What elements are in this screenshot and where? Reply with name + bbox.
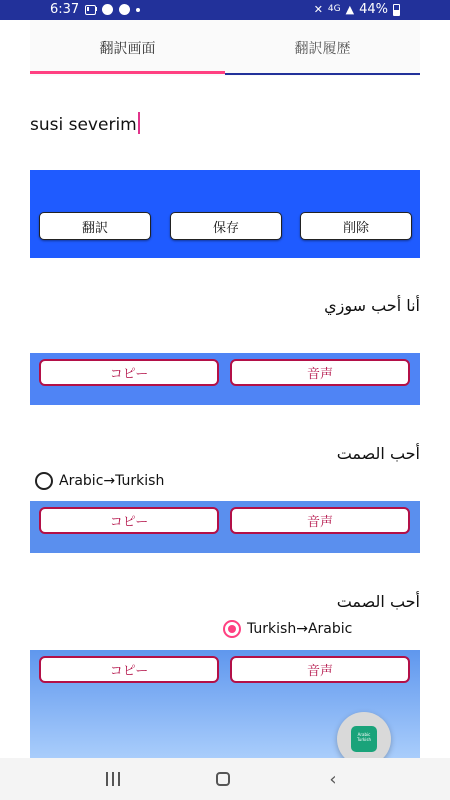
home-button[interactable] xyxy=(208,768,238,790)
text-caret xyxy=(138,112,140,134)
vpn-icon xyxy=(119,4,130,15)
result-text-3: أحب الصمت xyxy=(336,592,420,611)
radio-label: Arabic→Turkish xyxy=(59,473,165,489)
back-button[interactable] xyxy=(318,768,348,790)
tab-indicator xyxy=(30,71,225,74)
action-buttons xyxy=(39,212,411,240)
status-bar xyxy=(0,0,450,20)
radio-turkish-arabic[interactable] xyxy=(223,620,352,638)
fab-line-1: Arabic xyxy=(357,732,371,737)
voice-button-1[interactable]: 音声 xyxy=(230,359,410,386)
radio-unchecked-icon xyxy=(35,472,53,490)
tab-translate[interactable]: 翻訳画面 xyxy=(99,41,156,57)
battery-icon xyxy=(393,4,400,16)
recents-button[interactable] xyxy=(98,768,128,790)
mute-icon: ✕ xyxy=(313,2,323,16)
result-actions-1 xyxy=(30,353,420,405)
dot-icon xyxy=(136,8,140,12)
source-text-input[interactable] xyxy=(30,112,420,140)
result-text-1: أنا أحب سوزي xyxy=(324,296,420,315)
gmail-icon xyxy=(85,5,96,15)
status-time: 6:37 xyxy=(50,2,80,17)
globe-icon xyxy=(102,4,113,15)
signal-icon: ▲ xyxy=(345,2,355,16)
result-text-2: أحب الصمت xyxy=(336,444,420,463)
recents-icon xyxy=(106,772,120,786)
result-actions-2 xyxy=(30,501,420,553)
tab-history[interactable]: 翻訳履歴 xyxy=(294,41,351,57)
fab-line-2: Turkish xyxy=(356,737,372,742)
fab-icon xyxy=(351,726,377,752)
voice-button-2[interactable]: 音声 xyxy=(230,507,410,534)
copy-button-2[interactable]: コピー xyxy=(39,507,219,534)
copy-button-3[interactable]: コピー xyxy=(39,656,219,683)
tab-bar xyxy=(30,20,420,76)
translate-button[interactable]: 翻訳 xyxy=(39,212,151,240)
radio-checked-icon xyxy=(223,620,241,638)
network-type: 4G xyxy=(327,4,341,14)
radio-arabic-turkish[interactable] xyxy=(35,472,164,490)
system-nav-bar xyxy=(0,758,450,800)
source-text-value: susi severim xyxy=(30,115,137,135)
tab-underline xyxy=(225,73,420,75)
save-button[interactable]: 保存 xyxy=(170,212,282,240)
voice-button-3[interactable]: 音声 xyxy=(230,656,410,683)
battery-percent: 44% xyxy=(359,2,388,17)
delete-button[interactable]: 削除 xyxy=(300,212,412,240)
copy-button-1[interactable]: コピー xyxy=(39,359,219,386)
radio-label: Turkish→Arabic xyxy=(247,621,353,637)
back-icon: ‹ xyxy=(329,768,337,790)
home-icon xyxy=(216,772,230,786)
